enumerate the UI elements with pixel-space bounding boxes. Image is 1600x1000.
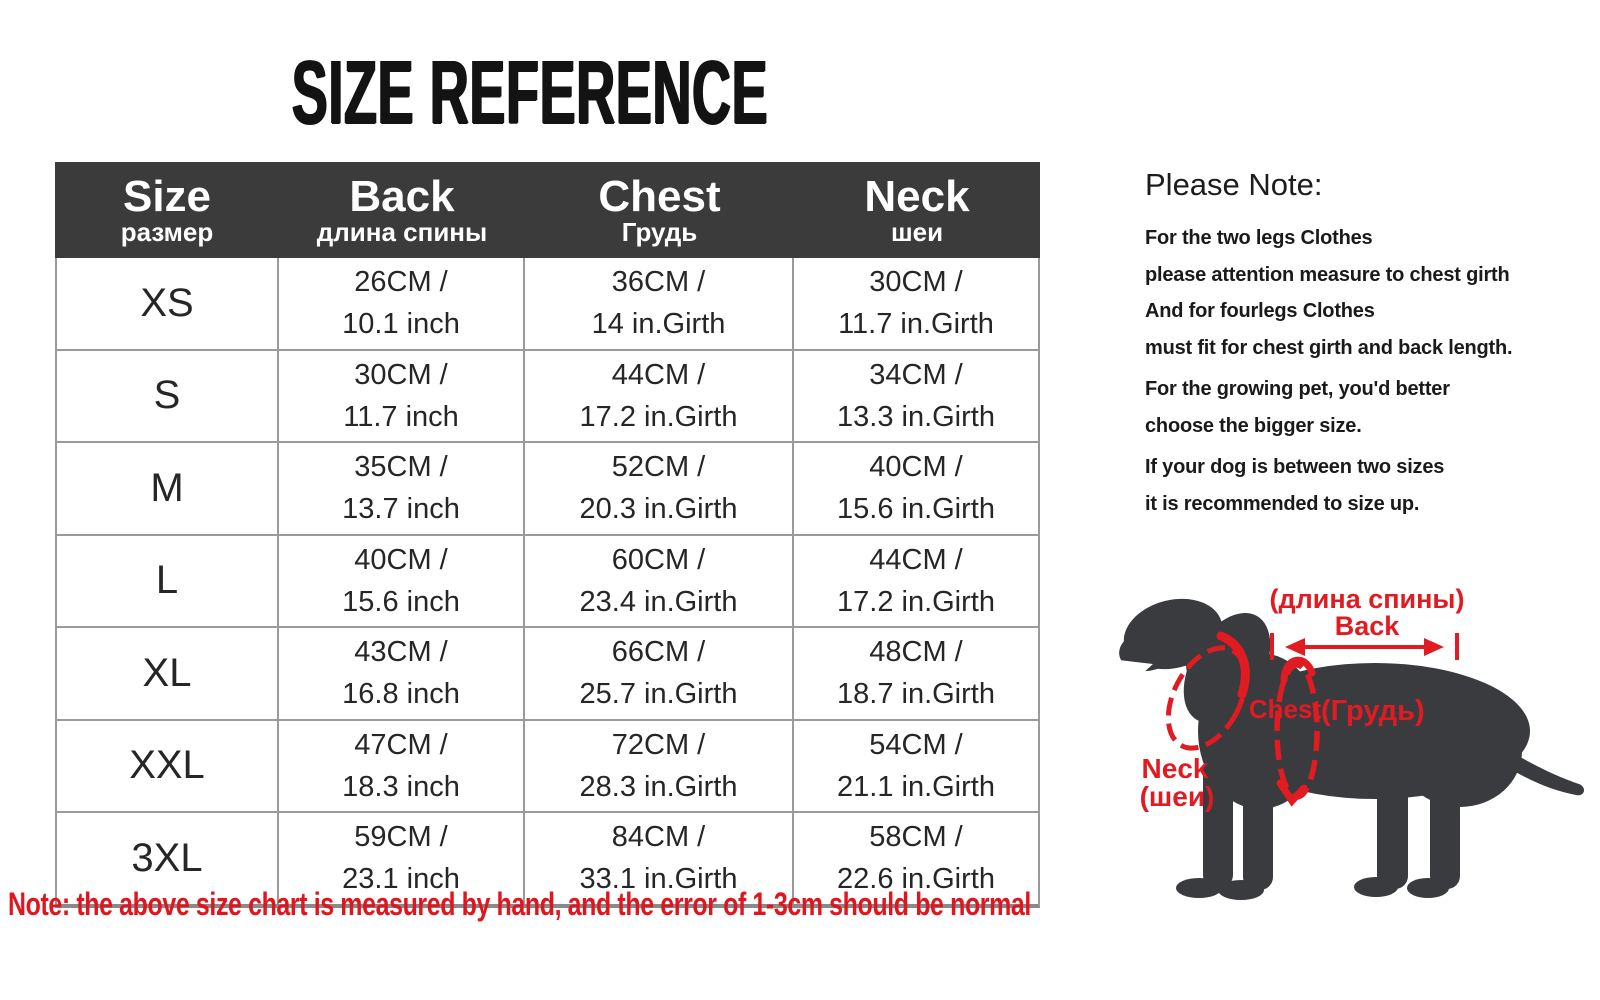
table-row bbox=[57, 721, 1038, 814]
measurement-line: 40CM / bbox=[869, 451, 963, 484]
measurement-line: 43CM / bbox=[354, 636, 448, 669]
measurement-line: 47CM / bbox=[354, 728, 448, 761]
chest-measurement-cell bbox=[525, 351, 794, 442]
neck-measurement-cell bbox=[794, 443, 1038, 534]
header-cell-size bbox=[55, 162, 279, 258]
measurement-line: 36CM / bbox=[611, 266, 706, 299]
neck-measurement-cell bbox=[794, 536, 1038, 627]
chest-label-ru: (Грудь) bbox=[1321, 695, 1425, 727]
measurement-line: 54CM / bbox=[869, 728, 963, 761]
note-line: For the growing pet, you'd better bbox=[1145, 378, 1450, 400]
measurement-line: 30CM / bbox=[869, 266, 963, 299]
measurement-line: 23.1 inch bbox=[342, 863, 460, 896]
size-cell: 3XL bbox=[57, 813, 279, 904]
measurement-line: 52CM / bbox=[611, 451, 706, 484]
header-size-ru: размер bbox=[120, 217, 214, 248]
note-line: If your dog is between two sizes bbox=[1145, 456, 1445, 478]
chest-measurement-cell bbox=[525, 536, 794, 627]
header-size-en: Size bbox=[122, 171, 212, 221]
header-neck-en: Neck bbox=[864, 171, 970, 221]
neck-measurement-cell bbox=[794, 721, 1038, 812]
header-cell-back bbox=[279, 162, 525, 258]
measurement-line: 17.2 in.Girth bbox=[579, 400, 738, 433]
back-measurement-cell bbox=[279, 351, 525, 442]
header-back-ru: длина спины bbox=[316, 217, 488, 248]
measurement-line: 60CM / bbox=[611, 543, 706, 576]
please-note-lines bbox=[1145, 220, 1575, 522]
please-note-heading: Please Note: bbox=[1145, 167, 1323, 202]
header-chest-ru: Грудь bbox=[621, 217, 698, 248]
size-cell: XS bbox=[57, 258, 279, 349]
dog-mouth-notch bbox=[1119, 660, 1153, 684]
measurement-line: 59CM / bbox=[354, 821, 448, 854]
size-cell: XL bbox=[57, 628, 279, 719]
note-line: please attention measure to chest girth bbox=[1145, 263, 1510, 286]
back-measurement-cell bbox=[279, 443, 525, 534]
note-line: And for fourlegs Clothes bbox=[1145, 300, 1375, 322]
note-line: choose the bigger size. bbox=[1145, 414, 1362, 437]
measurement-line: 44CM / bbox=[869, 543, 963, 576]
back-measurement-cell bbox=[279, 536, 525, 627]
measurement-line: 18.7 in.Girth bbox=[837, 678, 995, 711]
back-label-en: Back bbox=[1334, 611, 1400, 641]
back-measurement-cell bbox=[279, 258, 525, 349]
measurement-line: 11.7 in.Girth bbox=[838, 308, 994, 341]
measurement-line: 13.3 in.Girth bbox=[837, 400, 995, 433]
table-row bbox=[57, 258, 1038, 351]
table-row bbox=[57, 628, 1038, 721]
measurement-line: 23.4 in.Girth bbox=[579, 585, 738, 618]
measurement-line: 30CM / bbox=[354, 358, 448, 391]
table-row bbox=[57, 443, 1038, 536]
measurement-line: 17.2 in.Girth bbox=[837, 585, 995, 618]
header-cell-neck bbox=[794, 162, 1040, 258]
table-row bbox=[57, 351, 1038, 444]
table-row bbox=[57, 536, 1038, 629]
size-table bbox=[55, 162, 1040, 908]
neck-label-ru: (шеи) bbox=[1139, 781, 1215, 812]
neck-measurement-cell bbox=[794, 351, 1038, 442]
neck-label-en: Neck bbox=[1141, 753, 1209, 784]
measurement-line: 21.1 in.Girth bbox=[837, 770, 995, 803]
measurement-line: 15.6 in.Girth bbox=[837, 493, 995, 526]
measurement-line: 35CM / bbox=[354, 451, 448, 484]
note-line: must fit for chest girth and back length. bbox=[1145, 336, 1513, 359]
measurement-line: 18.3 inch bbox=[342, 770, 460, 803]
neck-measurement-cell bbox=[794, 628, 1038, 719]
measurement-line: 34CM / bbox=[869, 358, 963, 391]
please-note-panel bbox=[1145, 166, 1575, 522]
measurement-line: 25.7 in.Girth bbox=[579, 678, 738, 711]
header-back-en: Back bbox=[349, 171, 455, 221]
chest-measurement-cell bbox=[525, 443, 794, 534]
measurement-line: 66CM / bbox=[611, 636, 706, 669]
size-table-body bbox=[55, 258, 1040, 908]
chest-measurement-cell bbox=[525, 721, 794, 812]
back-measurement-cell bbox=[279, 628, 525, 719]
size-cell: M bbox=[57, 443, 279, 534]
measurement-line: 10.1 inch bbox=[342, 308, 460, 341]
measurement-line: 40CM / bbox=[354, 543, 448, 576]
measurement-line: 14 in.Girth bbox=[591, 308, 726, 341]
size-cell: L bbox=[57, 536, 279, 627]
chest-measurement-cell bbox=[525, 258, 794, 349]
note-line: For the two legs Clothes bbox=[1145, 227, 1373, 249]
measurement-line: 11.7 inch bbox=[343, 400, 459, 433]
header-cell-chest bbox=[525, 162, 794, 258]
measurement-line: 48CM / bbox=[869, 636, 963, 669]
measurement-line: 22.6 in.Girth bbox=[837, 863, 995, 896]
back-label-ru: (длина спины) bbox=[1269, 584, 1465, 614]
measurement-error-note: Note: the above size chart is measured by hand, and the error of 1-3cm should be normal bbox=[8, 886, 1031, 922]
measurement-line: 26CM / bbox=[354, 266, 448, 299]
measurement-line: 84CM / bbox=[611, 821, 706, 854]
header-chest-en: Chest bbox=[598, 171, 721, 221]
measurement-line: 13.7 inch bbox=[342, 493, 460, 526]
header-neck-ru: шеи bbox=[890, 217, 944, 248]
measurement-line: 15.6 inch bbox=[342, 585, 460, 618]
dog-measurement-diagram bbox=[1085, 556, 1595, 906]
measurement-line: 33.1 in.Girth bbox=[579, 863, 738, 896]
neck-measurement-cell bbox=[794, 258, 1038, 349]
measurement-line: 58CM / bbox=[869, 821, 963, 854]
measurement-line: 44CM / bbox=[611, 358, 706, 391]
chest-label-en: Chest bbox=[1248, 694, 1322, 724]
page-title: SIZE REFERENCE bbox=[291, 43, 769, 143]
chest-measurement-cell bbox=[525, 628, 794, 719]
size-cell: XXL bbox=[57, 721, 279, 812]
back-arrowhead-left bbox=[1285, 638, 1305, 656]
back-arrowhead-right bbox=[1424, 638, 1444, 656]
measurement-line: 16.8 inch bbox=[342, 678, 460, 711]
size-cell: S bbox=[57, 351, 279, 442]
measurement-line: 28.3 in.Girth bbox=[579, 770, 738, 803]
back-measurement-cell bbox=[279, 721, 525, 812]
note-line: it is recommended to size up. bbox=[1145, 492, 1420, 515]
measurement-line: 72CM / bbox=[611, 728, 706, 761]
size-table-header bbox=[55, 162, 1040, 258]
measurement-line: 20.3 in.Girth bbox=[579, 493, 738, 526]
